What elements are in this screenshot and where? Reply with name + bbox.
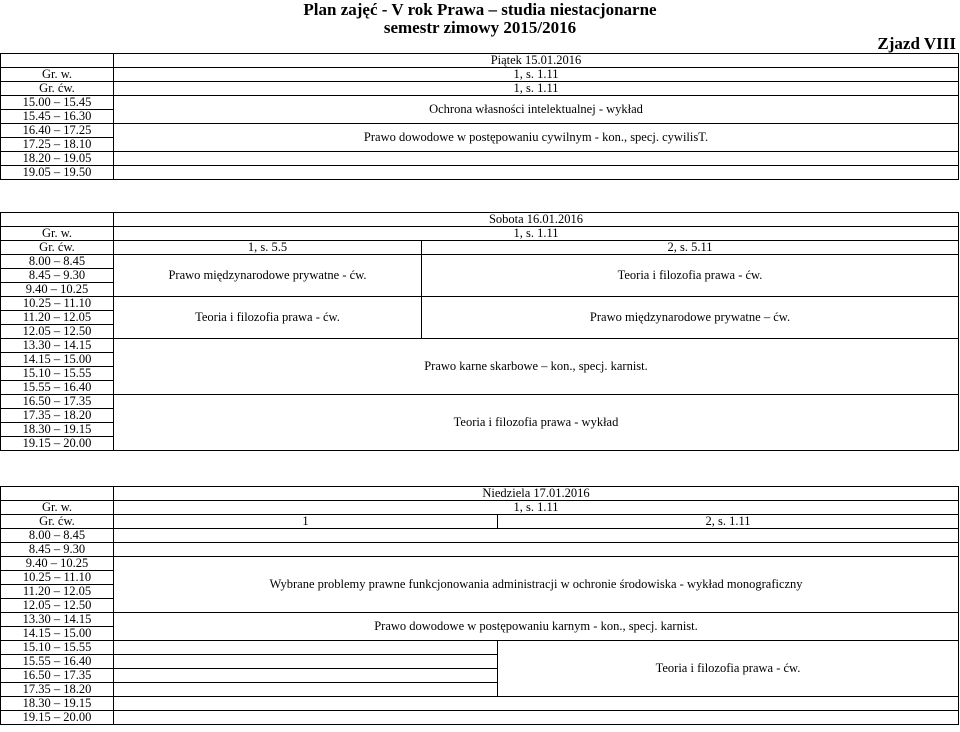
group-room: 1, s. 1.11 [114, 82, 959, 96]
time-slot: 11.20 – 12.05 [1, 311, 114, 325]
day-header: Sobota 16.01.2016 [114, 213, 959, 227]
time-slot: 10.25 – 11.10 [1, 571, 114, 585]
page-title: Plan zajęć - V rok Prawa – studia niestacjonarne [303, 0, 657, 19]
time-slot: 9.40 – 10.25 [1, 557, 114, 571]
time-slot: 19.05 – 19.50 [1, 166, 114, 180]
time-slot: 17.35 – 18.20 [1, 409, 114, 423]
time-slot: 12.05 – 12.50 [1, 325, 114, 339]
time-slot: 18.30 – 19.15 [1, 697, 114, 711]
group-room: 1, s. 1.11 [114, 68, 959, 82]
class-entry: Prawo międzynarodowe prywatne - ćw. [114, 255, 422, 297]
time-slot: 15.45 – 16.30 [1, 110, 114, 124]
time-slot: 17.35 – 18.20 [1, 683, 114, 697]
time-slot: 16.50 – 17.35 [1, 669, 114, 683]
group-label: Gr. ćw. [1, 515, 114, 529]
saturday-table [0, 212, 959, 451]
time-slot: 8.45 – 9.30 [1, 543, 114, 557]
class-entry: Teoria i filozofia prawa - ćw. [114, 297, 422, 339]
sunday-table [0, 486, 959, 725]
class-entry: Prawo karne skarbowe – kon., specj. karnist. [114, 339, 959, 395]
class-entry: Prawo dowodowe w postępowaniu cywilnym - kon., specj. cywilisT. [114, 124, 959, 152]
class-entry: Ochrona własności intelektualnej - wykład [114, 96, 959, 124]
time-slot: 16.50 – 17.35 [1, 395, 114, 409]
class-entry: Teoria i filozofia prawa - ćw. [422, 255, 959, 297]
class-entry: Teoria i filozofia prawa - wykład [114, 395, 959, 451]
time-slot: 15.55 – 16.40 [1, 381, 114, 395]
class-entry: Prawo międzynarodowe prywatne – ćw. [422, 297, 959, 339]
time-slot: 17.25 – 18.10 [1, 138, 114, 152]
time-slot: 11.20 – 12.05 [1, 585, 114, 599]
group-room: 2, s. 1.11 [498, 515, 959, 529]
group-label: Gr. ćw. [1, 241, 114, 255]
class-entry: Prawo dowodowe w postępowaniu karnym - kon., specj. karnist. [114, 613, 959, 641]
time-slot: 8.45 – 9.30 [1, 269, 114, 283]
group-label: Gr. ćw. [1, 82, 114, 96]
time-slot: 8.00 – 8.45 [1, 255, 114, 269]
time-slot: 10.25 – 11.10 [1, 297, 114, 311]
time-slot: 8.00 – 8.45 [1, 529, 114, 543]
time-slot: 13.30 – 14.15 [1, 339, 114, 353]
group-label: Gr. w. [1, 68, 114, 82]
time-slot: 18.20 – 19.05 [1, 152, 114, 166]
group-label: Gr. w. [1, 501, 114, 515]
time-slot: 15.10 – 15.55 [1, 367, 114, 381]
time-slot: 12.05 – 12.50 [1, 599, 114, 613]
day-header: Piątek 15.01.2016 [114, 54, 959, 68]
time-slot: 13.30 – 14.15 [1, 613, 114, 627]
time-slot: 18.30 – 19.15 [1, 423, 114, 437]
day-header: Niedziela 17.01.2016 [114, 487, 959, 501]
class-entry: Teoria i filozofia prawa - ćw. [498, 641, 959, 697]
time-slot: 15.10 – 15.55 [1, 641, 114, 655]
time-slot: 16.40 – 17.25 [1, 124, 114, 138]
group-room: 2, s. 5.11 [422, 241, 959, 255]
time-slot: 9.40 – 10.25 [1, 283, 114, 297]
time-slot: 14.15 – 15.00 [1, 353, 114, 367]
page-subtitle: semestr zimowy 2015/2016 [383, 18, 577, 37]
friday-table [0, 53, 959, 180]
group-room: 1, s. 1.11 [114, 227, 959, 241]
zjazd-label: Zjazd VIII [877, 34, 956, 53]
time-slot: 19.15 – 20.00 [1, 711, 114, 725]
time-slot: 15.55 – 16.40 [1, 655, 114, 669]
group-room: 1 [114, 515, 498, 529]
group-room: 1, s. 1.11 [114, 501, 959, 515]
class-entry: Wybrane problemy prawne funkcjonowania administracji w ochronie środowiska - wykład monograficzny [114, 557, 959, 613]
time-slot: 19.15 – 20.00 [1, 437, 114, 451]
group-label: Gr. w. [1, 227, 114, 241]
time-slot: 14.15 – 15.00 [1, 627, 114, 641]
time-slot: 15.00 – 15.45 [1, 96, 114, 110]
group-room: 1, s. 5.5 [114, 241, 422, 255]
